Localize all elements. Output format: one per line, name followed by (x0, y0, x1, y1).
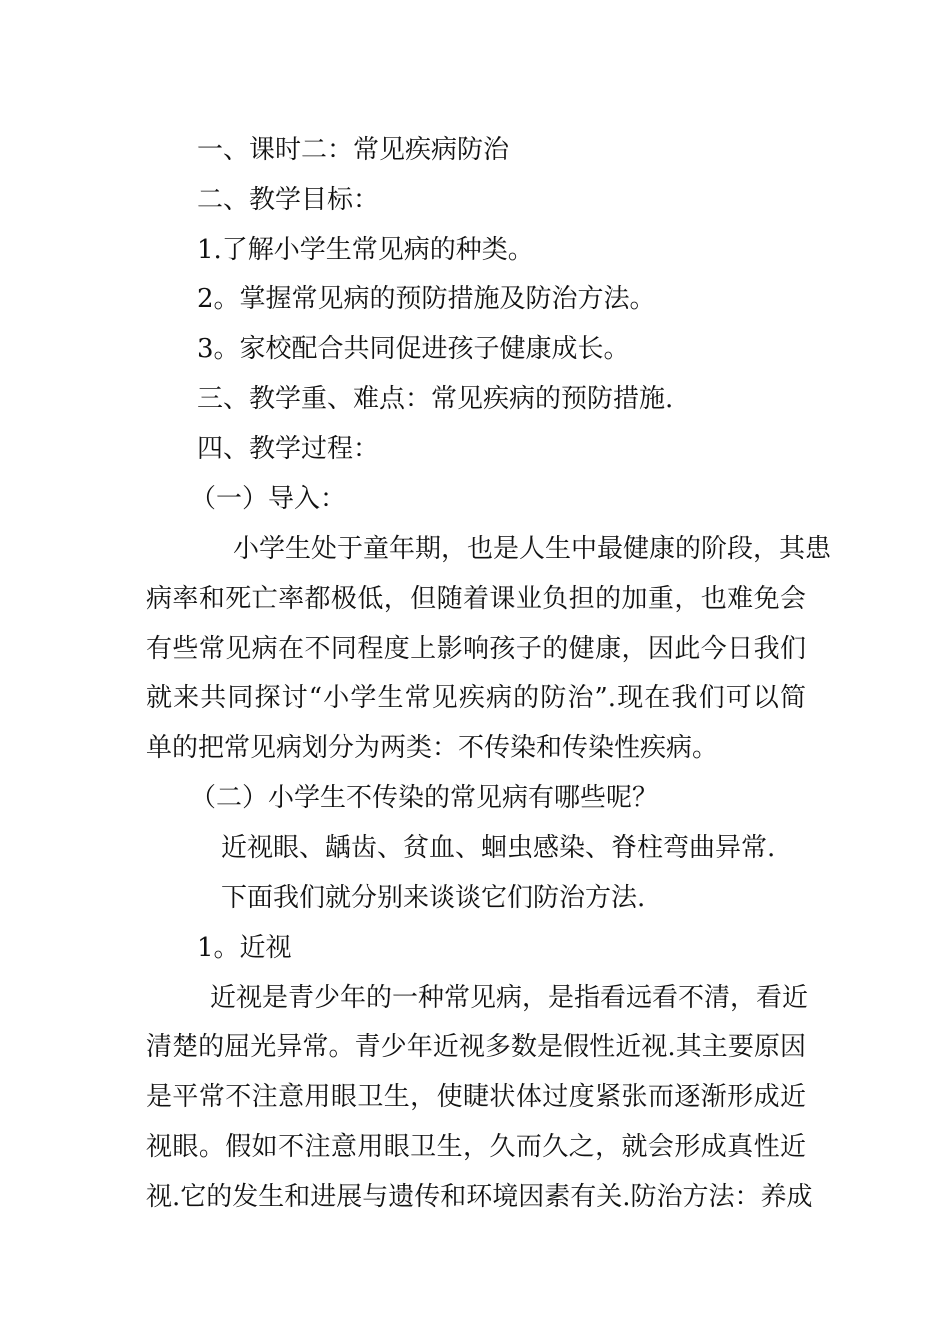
objective-item-1: 1.了解小学生常见病的种类。 (197, 235, 534, 265)
objective-item-2: 2。掌握常见病的预防措施及防治方法。 (197, 284, 656, 314)
paragraph-line: 是平常不注意用眼卫生，使睫状体过度紧张而逐渐形成近 (146, 1082, 806, 1112)
disease-list: 近视眼、龋齿、贫血、蛔虫感染、脊柱弯曲异常. (221, 833, 776, 863)
item-heading-myopia: 1。近视 (197, 933, 292, 963)
subsection-heading-intro: （一）导入： (190, 484, 347, 514)
subsection-heading-non-infectious: （二）小学生不传染的常见病有哪些呢？ (190, 783, 659, 813)
paragraph-line: 有些常见病在不同程度上影响孩子的健康，因此今日我们 (146, 634, 806, 664)
section-heading-lesson: 一、课时二：常见疾病防治 (197, 135, 510, 165)
paragraph-line: 下面我们就分别来谈谈它们防治方法. (221, 883, 646, 913)
paragraph-line: 就来共同探讨“小学生常见疾病的防治”.现在我们可以简 (146, 683, 806, 713)
section-heading-process: 四、教学过程： (197, 434, 380, 464)
paragraph-line: 视.它的发生和进展与遗传和环境因素有关.防治方法：养成 (146, 1182, 813, 1212)
paragraph-line: 近视是青少年的一种常见病，是指看远看不清，看近 (210, 983, 809, 1013)
objective-item-3: 3。家校配合共同促进孩子健康成长。 (197, 334, 630, 364)
paragraph-line: 病率和死亡率都极低，但随着课业负担的加重，也难免会 (146, 584, 806, 614)
paragraph-line: 清楚的屈光异常。青少年近视多数是假性近视.其主要原因 (146, 1032, 806, 1062)
section-heading-key-points: 三、教学重、难点：常见疾病的预防措施. (197, 384, 674, 414)
paragraph-line: 视眼。假如不注意用眼卫生，久而久之，就会形成真性近 (146, 1132, 806, 1162)
section-heading-objectives: 二、教学目标： (197, 185, 380, 215)
paragraph-line: 小学生处于童年期，也是人生中最健康的阶段，其患 (233, 534, 832, 564)
paragraph-line: 单的把常见病划分为两类：不传染和传染性疾病。 (146, 733, 719, 763)
